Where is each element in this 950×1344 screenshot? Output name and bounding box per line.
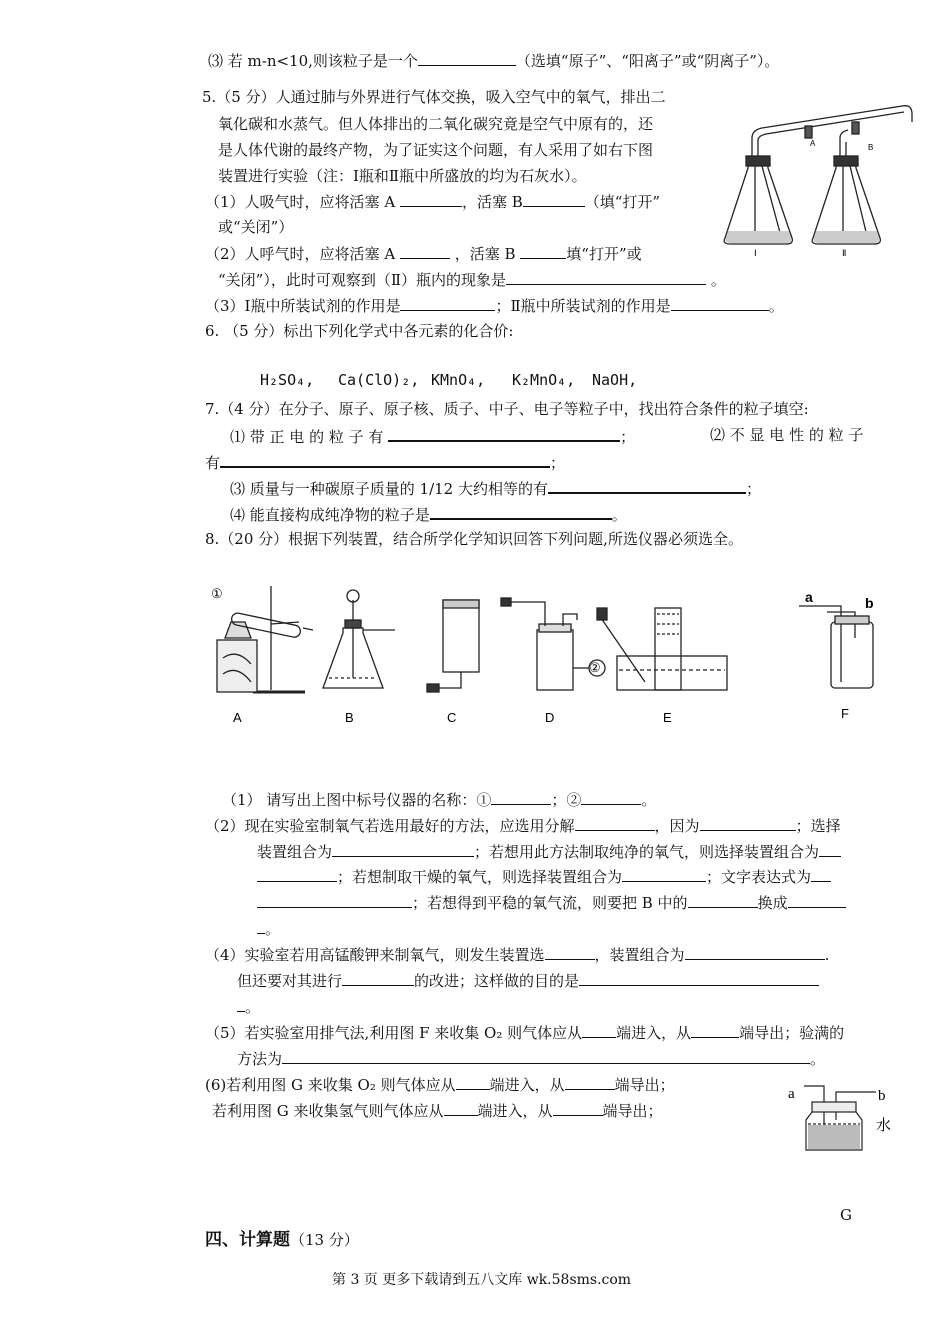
q6-formula-5: NaOH, (592, 371, 638, 389)
g-apparatus-figure (784, 1078, 899, 1158)
f-port-a: a (805, 589, 813, 605)
label-e: E (663, 710, 672, 725)
q5-part3: （3）Ⅰ瓶中所装试剂的作用是 ；Ⅱ瓶中所装试剂的作用是 。 (205, 297, 784, 315)
q8-part2-l5: 。 (257, 918, 280, 939)
mark-2: ② (589, 660, 601, 675)
q5-part1-cont: 或“关闭”） (218, 218, 294, 236)
q6-formula-3: KMnO₄, (431, 371, 486, 389)
q5-line3: 是人体代谢的最终产物，为了证实这个问题，有人采用了如右下图 (218, 141, 654, 159)
q8-part2-l3: ；若想制取干燥的氧气，则选择装置组合为 ；文字表达式为 (257, 866, 831, 887)
q8-part6-l1: (6)若利用图 G 来收集 O₂ 则气体应从 端进入，从 端导出； (205, 1076, 675, 1094)
q7-part2: ⑵ 不 显 电 性 的 粒 子 (710, 426, 864, 444)
valve-b-label: B (868, 143, 874, 152)
g-port-a: a (788, 1086, 795, 1102)
q8-apparatus-figure (205, 578, 885, 748)
q8-part2-l1: （2）现在实验室制氧气若选用最好的方法，应选用分解 ，因为 ；选择 (205, 817, 841, 835)
q8-title: 8.（20 分）根据下列装置，结合所学化学知识回答下列问题,所选仪器必须选全。 (205, 530, 743, 548)
f-port-b: b (865, 595, 874, 611)
q7-part3: ⑶ 质量与一种碳原子质量的 1/12 大约相等的有 ； (230, 477, 761, 499)
q4-part3: ⑶ 若 m-n<10,则该粒子是一个 （选填“原子”、“阳离子”或“阴离子”）。 (208, 52, 780, 70)
q5-part1: （1）人吸气时，应将活塞 A ，活塞 B （填“打开” (205, 193, 661, 211)
label-b: B (345, 710, 354, 725)
q6-formula-2: Ca(ClO)₂, (338, 371, 420, 389)
q6-formula-4: K₂MnO₄, (512, 371, 576, 389)
q5-line2: 氧化碳和水蒸气。但人体排出的二氧化碳究竟是空气中原有的，还 (218, 115, 654, 133)
g-label: G (840, 1206, 852, 1224)
q8-part4-l1: （4）实验室若用高锰酸钾来制氧气，则发生装置选 ，装置组合为 . (205, 946, 830, 964)
section-4-title: 四、计算题（13 分） (205, 1230, 359, 1250)
q6-title: 6. （5 分）标出下列化学式中各元素的化合价: (205, 322, 514, 340)
valve-a-label: A (810, 139, 816, 148)
q5-part2-cont: “关闭”），此时可观察到（Ⅱ）瓶内的现象是 。 (218, 271, 726, 289)
label-c: C (447, 710, 457, 725)
q8-part6-l2: 若利用图 G 来收集氢气则气体应从 端进入，从 端导出； (212, 1102, 663, 1120)
q5-line1: 5.（5 分）人通过肺与外界进行气体交换，吸入空气中的氧气，排出二 (202, 88, 666, 106)
q8-part4-l3: 。 (237, 996, 260, 1017)
q7-part1: ⑴ 带 正 电 的 粒 子 有 ； (230, 425, 635, 447)
q5-part2: （2）人呼气时，应将活塞 A ，活塞 B 填“打开”或 (205, 245, 642, 263)
q8-part2-l2: 装置组合为 ；若想用此方法制取纯净的氧气，则选择装置组合为 (257, 841, 841, 862)
bottle-2-label: Ⅱ (842, 248, 847, 258)
q6-formula-1: H₂SO₄, (260, 371, 315, 389)
q8-part1: （1） 请写出上图中标号仪器的名称：① ；② 。 (222, 791, 657, 809)
label-a: A (233, 710, 242, 725)
q5-line4: 装置进行实验（注：Ⅰ瓶和Ⅱ瓶中所盛放的均为石灰水）。 (218, 167, 587, 185)
q5-apparatus-figure (722, 98, 917, 260)
bottle-1-label: Ⅰ (754, 248, 757, 258)
q7-title: 7.（4 分）在分子、原子、原子核、质子、中子、电子等粒子中，找出符合条件的粒子填空: (205, 400, 809, 418)
q8-part5-l2: 方法为 。 (237, 1050, 826, 1068)
page-footer: 第 3 页 更多下载请到五八文库 wk.58sms.com (332, 1272, 632, 1288)
q8-part2-l4: ；若想得到平稳的氧气流，则要把 B 中的 换成 (257, 892, 846, 913)
label-f: F (841, 706, 849, 721)
q7-part4: ⑷ 能直接构成纯净物的粒子是 。 (230, 503, 627, 525)
q7-part2-cont: 有 ； (205, 451, 565, 473)
g-port-b: b (878, 1088, 886, 1104)
q8-part4-l2: 但还要对其进行 的改进；这样做的目的是 (237, 970, 819, 991)
q8-part5-l1: （5）若实验室用排气法,利用图 F 来收集 O₂ 则气体应从 端进入，从 端导出；验满的 (205, 1024, 845, 1042)
g-water-label: 水 (876, 1116, 892, 1134)
mark-1: ① (211, 586, 223, 601)
label-d: D (545, 710, 555, 725)
